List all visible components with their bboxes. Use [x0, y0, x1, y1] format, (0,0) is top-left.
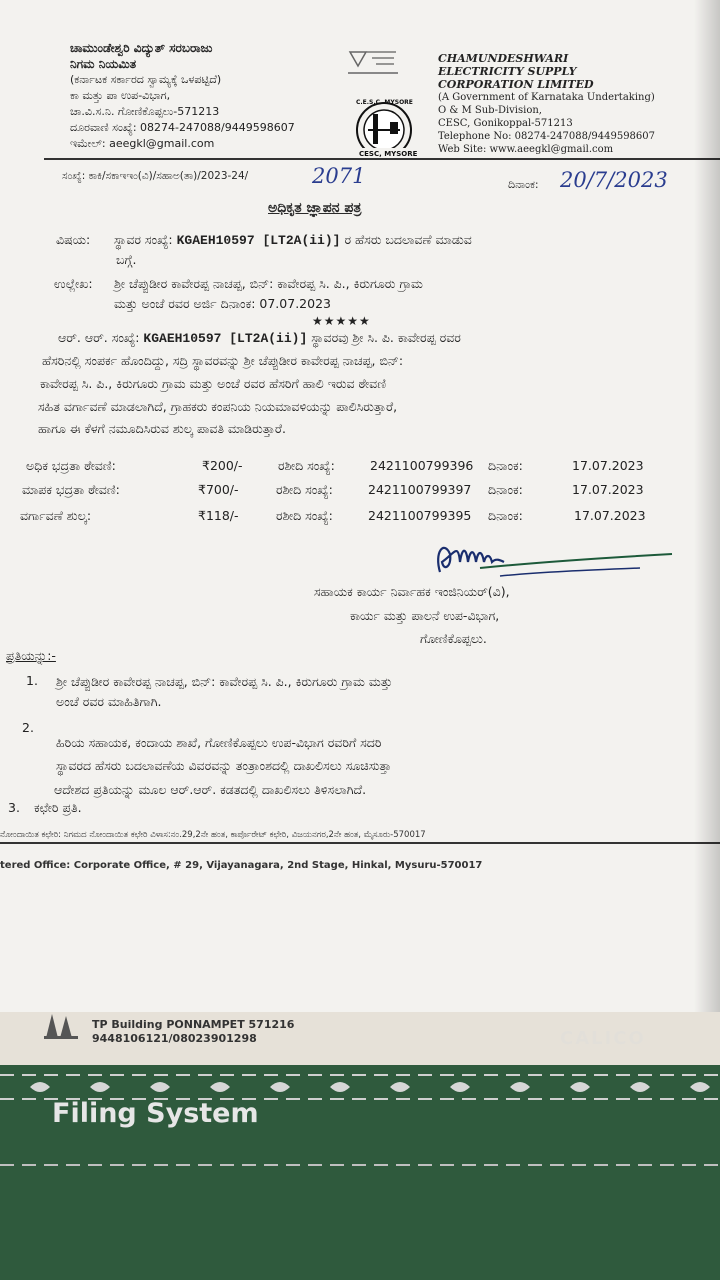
header-kn-line: ಚಾ.ವಿ.ಸ.ನಿ. ಗೋಣಿಕೊಪ್ಪಲು-571213: [70, 105, 220, 118]
copy-item-number: 1.: [26, 673, 38, 688]
header-english: [438, 52, 655, 156]
fee-date: 17.07.2023: [574, 508, 646, 523]
header-en-line: CORPORATION LIMITED: [438, 78, 594, 91]
fee-date: 17.07.2023: [572, 482, 644, 497]
subject-line-2: ಬಗ್ಗೆ.: [116, 252, 137, 267]
fee-receipt-no: 2421100799395: [368, 508, 472, 523]
header-en-line: CHAMUNDESHWARI: [438, 52, 569, 65]
fee-date-label: ದಿನಾಂಕ:: [488, 458, 523, 473]
paper-edge-shadow: [694, 0, 720, 1012]
copy-item-number: 2.: [22, 720, 34, 735]
copy-item-line: ಶ್ರೀ ಚೆಪ್ಪುಡೀರ ಕಾವೇರಪ್ಪ ನಾಚಪ್ಪ, ಬಿನ್: ಕಾವೇರಪ್ಪ ಸಿ. ಪಿ., ಕಿರುಗೂರು ಗ್ರಾಮ ಮತ್ತು: [56, 674, 393, 689]
signature-icon: [420, 532, 680, 586]
fee-label: ಮಾಪಕ ಭದ್ರತಾ ಠೇವಣಿ:: [22, 482, 120, 497]
copy-item-line: ಹಿರಿಯ ಸಹಾಯಕ, ಕಂದಾಯ ಶಾಖೆ, ಗೋಣಿಕೊಪ್ಪಲು ಉಪ-ವಿಭಾಗ ರವರಿಗೆ ಸದರಿ: [56, 735, 382, 750]
signatory-place: ಗೋಣಿಕೊಪ್ಪಲು.: [420, 631, 487, 646]
footer-kannada: ನೋಂದಾಯಿತ ಕಛೇರಿ: ನಿಗಮದ ನೋಂದಾಯಿತ ಕಛೇರಿ ವಿಳಾಸ:ನಂ.29,2ನೇ ಹಂತ, ಕಾರ್ಪೊರೇಟ್ ಕಛೇರಿ, ವಿಜಯನಗರ,2ನೇ ಹಂತ, ಮೈಸೂರು-570017: [0, 830, 426, 840]
signatory-title: ಸಹಾಯಕ ಕಾರ್ಯ ನಿರ್ವಾಹಕ ಇಂಜಿನಿಯರ್(ವಿ),: [314, 584, 510, 599]
folder-ornament-bottom: [0, 1150, 720, 1180]
karnataka-logo-icon: [332, 44, 412, 84]
separator-stars: ★★★★★: [312, 314, 371, 328]
fee-receipt-label: ರಶೀದಿ ಸಂಖ್ಯೆ:: [278, 458, 335, 473]
folder-info-line2: 9448106121/08023901298: [92, 1032, 257, 1045]
ref-number-label: ಸಂಖ್ಯೆ: ಕಾಕಿ/ಸಕಾಇಇಂ(ವಿ)/ಸಹಾಅ(ತಾ)/2023-24/: [62, 170, 249, 182]
fee-receipt-no: 2421100799396: [370, 458, 474, 473]
folder-logo-icon: [42, 1010, 82, 1040]
copy-item-line: ಸ್ಥಾವರದ ಹೆಸರು ಬದಲಾವಣೆಯ ವಿವರವನ್ನು ತಂತ್ರಾಂಶದಲ್ಲಿ ದಾಖಲಿಸಲು ಸೂಚಿಸುತ್ತಾ: [56, 758, 392, 773]
header-kn-line: ನಿಗಮ ನಿಯಮಿತ: [70, 57, 137, 71]
reference-line-1: ಶ್ರೀ ಚೆಪ್ಪುಡೀರ ಕಾವೇರಪ್ಪ ನಾಚಪ್ಪ, ಬಿನ್: ಕಾವೇರಪ್ಪ ಸಿ. ಪಿ., ಕಿರುಗೂರು ಗ್ರಾಮ: [114, 276, 423, 291]
folder-info-line1: TP Building PONNAMPET 571216: [92, 1018, 295, 1031]
subject-pre: ಸ್ಥಾವರ ಸಂಖ್ಯೆ:: [114, 232, 173, 247]
header-divider: [44, 158, 720, 160]
copy-item-line: ಕಛೇರಿ ಪ್ರತಿ.: [34, 800, 82, 815]
fee-date: 17.07.2023: [572, 458, 644, 473]
body-plant-id: KGAEH10597 [LT2A(ii)]: [143, 331, 308, 346]
header-en-line: CESC, Gonikoppal-571213: [438, 118, 573, 129]
seal-text: CESC, MYSORE: [359, 150, 418, 158]
header-kn-line: ಇಮೇಲ್: aeegkl@gmail.com: [70, 137, 215, 150]
reference-line-2: ಮತ್ತು ಅಂಚೆ ರವರ ಅರ್ಜಿ ದಿನಾಂಕ: 07.07.2023: [114, 296, 331, 311]
header-en-line: ELECTRICITY SUPPLY: [438, 65, 577, 78]
ref-number-handwritten: 2071: [312, 164, 366, 188]
memo-title: ಅಧಿಕೃತ ಜ್ಞಾಪನ ಪತ್ರ: [268, 200, 362, 216]
body-line-3: ಕಾವೇರಪ್ಪ ಸಿ. ಪಿ., ಕಿರುಗೂರು ಗ್ರಾಮ ಮತ್ತು ಅಂಚೆ ರವರ ಹೆಸರಿಗೆ ಹಾಲಿ ಇರುವ ಠೇವಣಿ: [40, 376, 387, 391]
header-en-line: O & M Sub-Division,: [438, 105, 542, 116]
subject-plant-id: KGAEH10597 [LT2A(ii)]: [176, 233, 341, 248]
folder-title: Filing System: [52, 1098, 259, 1129]
reference-label: ಉಲ್ಲೇಖ:: [54, 276, 93, 291]
header-kannada: [70, 40, 295, 152]
fee-receipt-no: 2421100799397: [368, 482, 472, 497]
header-en-line: Telephone No: 08274-247088/9449598607: [438, 131, 656, 142]
copies-label: ಪ್ರತಿಯನ್ನು:-: [6, 648, 56, 663]
header-kn-line: (ಕರ್ನಾಟಕ ಸರ್ಕಾರದ ಸ್ವಾಮ್ಯಕ್ಕೆ ಒಳಪಟ್ಟಿದೆ): [70, 73, 222, 86]
fee-date-label: ದಿನಾಂಕ:: [488, 508, 523, 523]
ref-date-label: ದಿನಾಂಕ:: [508, 178, 539, 191]
fee-amount: ₹200/-: [202, 458, 243, 473]
subject-post: ರ ಹೆಸರು ಬದಲಾವಣೆ ಮಾಡುವ: [344, 232, 472, 247]
subject-line-1: [114, 232, 472, 248]
header-en-line: Web Site: www.aeegkl@gmail.com: [438, 144, 614, 155]
fee-amount: ₹700/-: [198, 482, 239, 497]
folder-info: [92, 1018, 294, 1046]
footer-divider: [0, 842, 720, 844]
fee-label: ವರ್ಗಾವಣೆ ಶುಲ್ಕ:: [20, 508, 92, 523]
copy-item-line: ಆದೇಶದ ಪ್ರತಿಯನ್ನು ಮೂಲ ಆರ್.ಆರ್. ಕಡತದಲ್ಲಿ ದಾಖಲಿಸಲು ತಿಳಿಸಲಾಗಿದೆ.: [54, 782, 367, 797]
seal-top-text: C.E.S.C. MYSORE: [356, 99, 413, 106]
fee-amount: ₹118/-: [198, 508, 239, 523]
fee-receipt-label: ರಶೀದಿ ಸಂಖ್ಯೆ:: [276, 508, 333, 523]
body-line1-post: ಸ್ಥಾವರವು ಶ್ರೀ ಸಿ. ಪಿ. ಕಾವೇರಪ್ಪ ರವರ: [311, 330, 461, 345]
footer-english: tered Office: Corporate Office, # 29, Vijayanagara, 2nd Stage, Hinkal, Mysuru-570017: [0, 860, 483, 871]
filing-folder: [0, 1010, 720, 1280]
body-line-2: ಹೆಸರಿನಲ್ಲಿ ಸಂಪರ್ಕ ಹೊಂದಿದ್ದು, ಸದ್ರಿ ಸ್ಥಾವರವನ್ನು ಶ್ರೀ ಚೆಪ್ಪುಡೀರ ಕಾವೇರಪ್ಪ ನಾಚಪ್ಪ, ಬಿನ್:: [42, 353, 404, 368]
body-line1-pre: ಆರ್. ಆರ್. ಸಂಖ್ಯೆ:: [58, 330, 140, 345]
body-line-1: [58, 330, 461, 346]
folder-brand-faint: CALICO: [560, 1028, 646, 1049]
fee-receipt-label: ರಶೀದಿ ಸಂಖ್ಯೆ:: [276, 482, 333, 497]
subject-label: ವಿಷಯ:: [56, 232, 91, 247]
body-line-4: ಸಹಿತ ವರ್ಗಾವಣೆ ಮಾಡಲಾಗಿದೆ, ಗ್ರಾಹಕರು ಕಂಪನಿಯ ನಿಯಮಾವಳಿಯನ್ನು ಪಾಲಿಸಿರುತ್ತಾರೆ,: [38, 399, 398, 414]
fee-label: ಅಧಿಕ ಭದ್ರತಾ ಠೇವಣಿ:: [26, 458, 116, 473]
ref-date-handwritten: 20/7/2023: [560, 168, 668, 192]
fee-date-label: ದಿನಾಂಕ:: [488, 482, 523, 497]
signatory-office: ಕಾರ್ಯ ಮತ್ತು ಪಾಲನೆ ಉಪ-ವಿಭಾಗ,: [350, 608, 500, 623]
copy-item-number: 3.: [8, 800, 20, 815]
header-kn-line: ದೂರವಾಣಿ ಸಂಖ್ಯೆ: 08274-247088/9449598607: [70, 121, 295, 134]
copy-item-line: ಅಂಚೆ ರವರ ಮಾಹಿತಿಗಾಗಿ.: [56, 694, 162, 709]
folder-label-strip: [0, 1010, 720, 1065]
header-kn-line: ಕಾ ಮತ್ತು ಪಾ ಉಪ-ವಿಭಾಗ,: [70, 89, 171, 102]
header-en-line: (A Government of Karnataka Undertaking): [438, 92, 655, 103]
body-line-5: ಹಾಗೂ ಈ ಕೆಳಗೆ ನಮೂದಿಸಿರುವ ಶುಲ್ಕ ಪಾವತಿ ಮಾಡಿರುತ್ತಾರೆ.: [38, 421, 286, 436]
header-kn-line: ಚಾಮುಂಡೇಶ್ವರಿ ವಿದ್ಯುತ್ ಸರಬರಾಜು: [70, 41, 213, 55]
